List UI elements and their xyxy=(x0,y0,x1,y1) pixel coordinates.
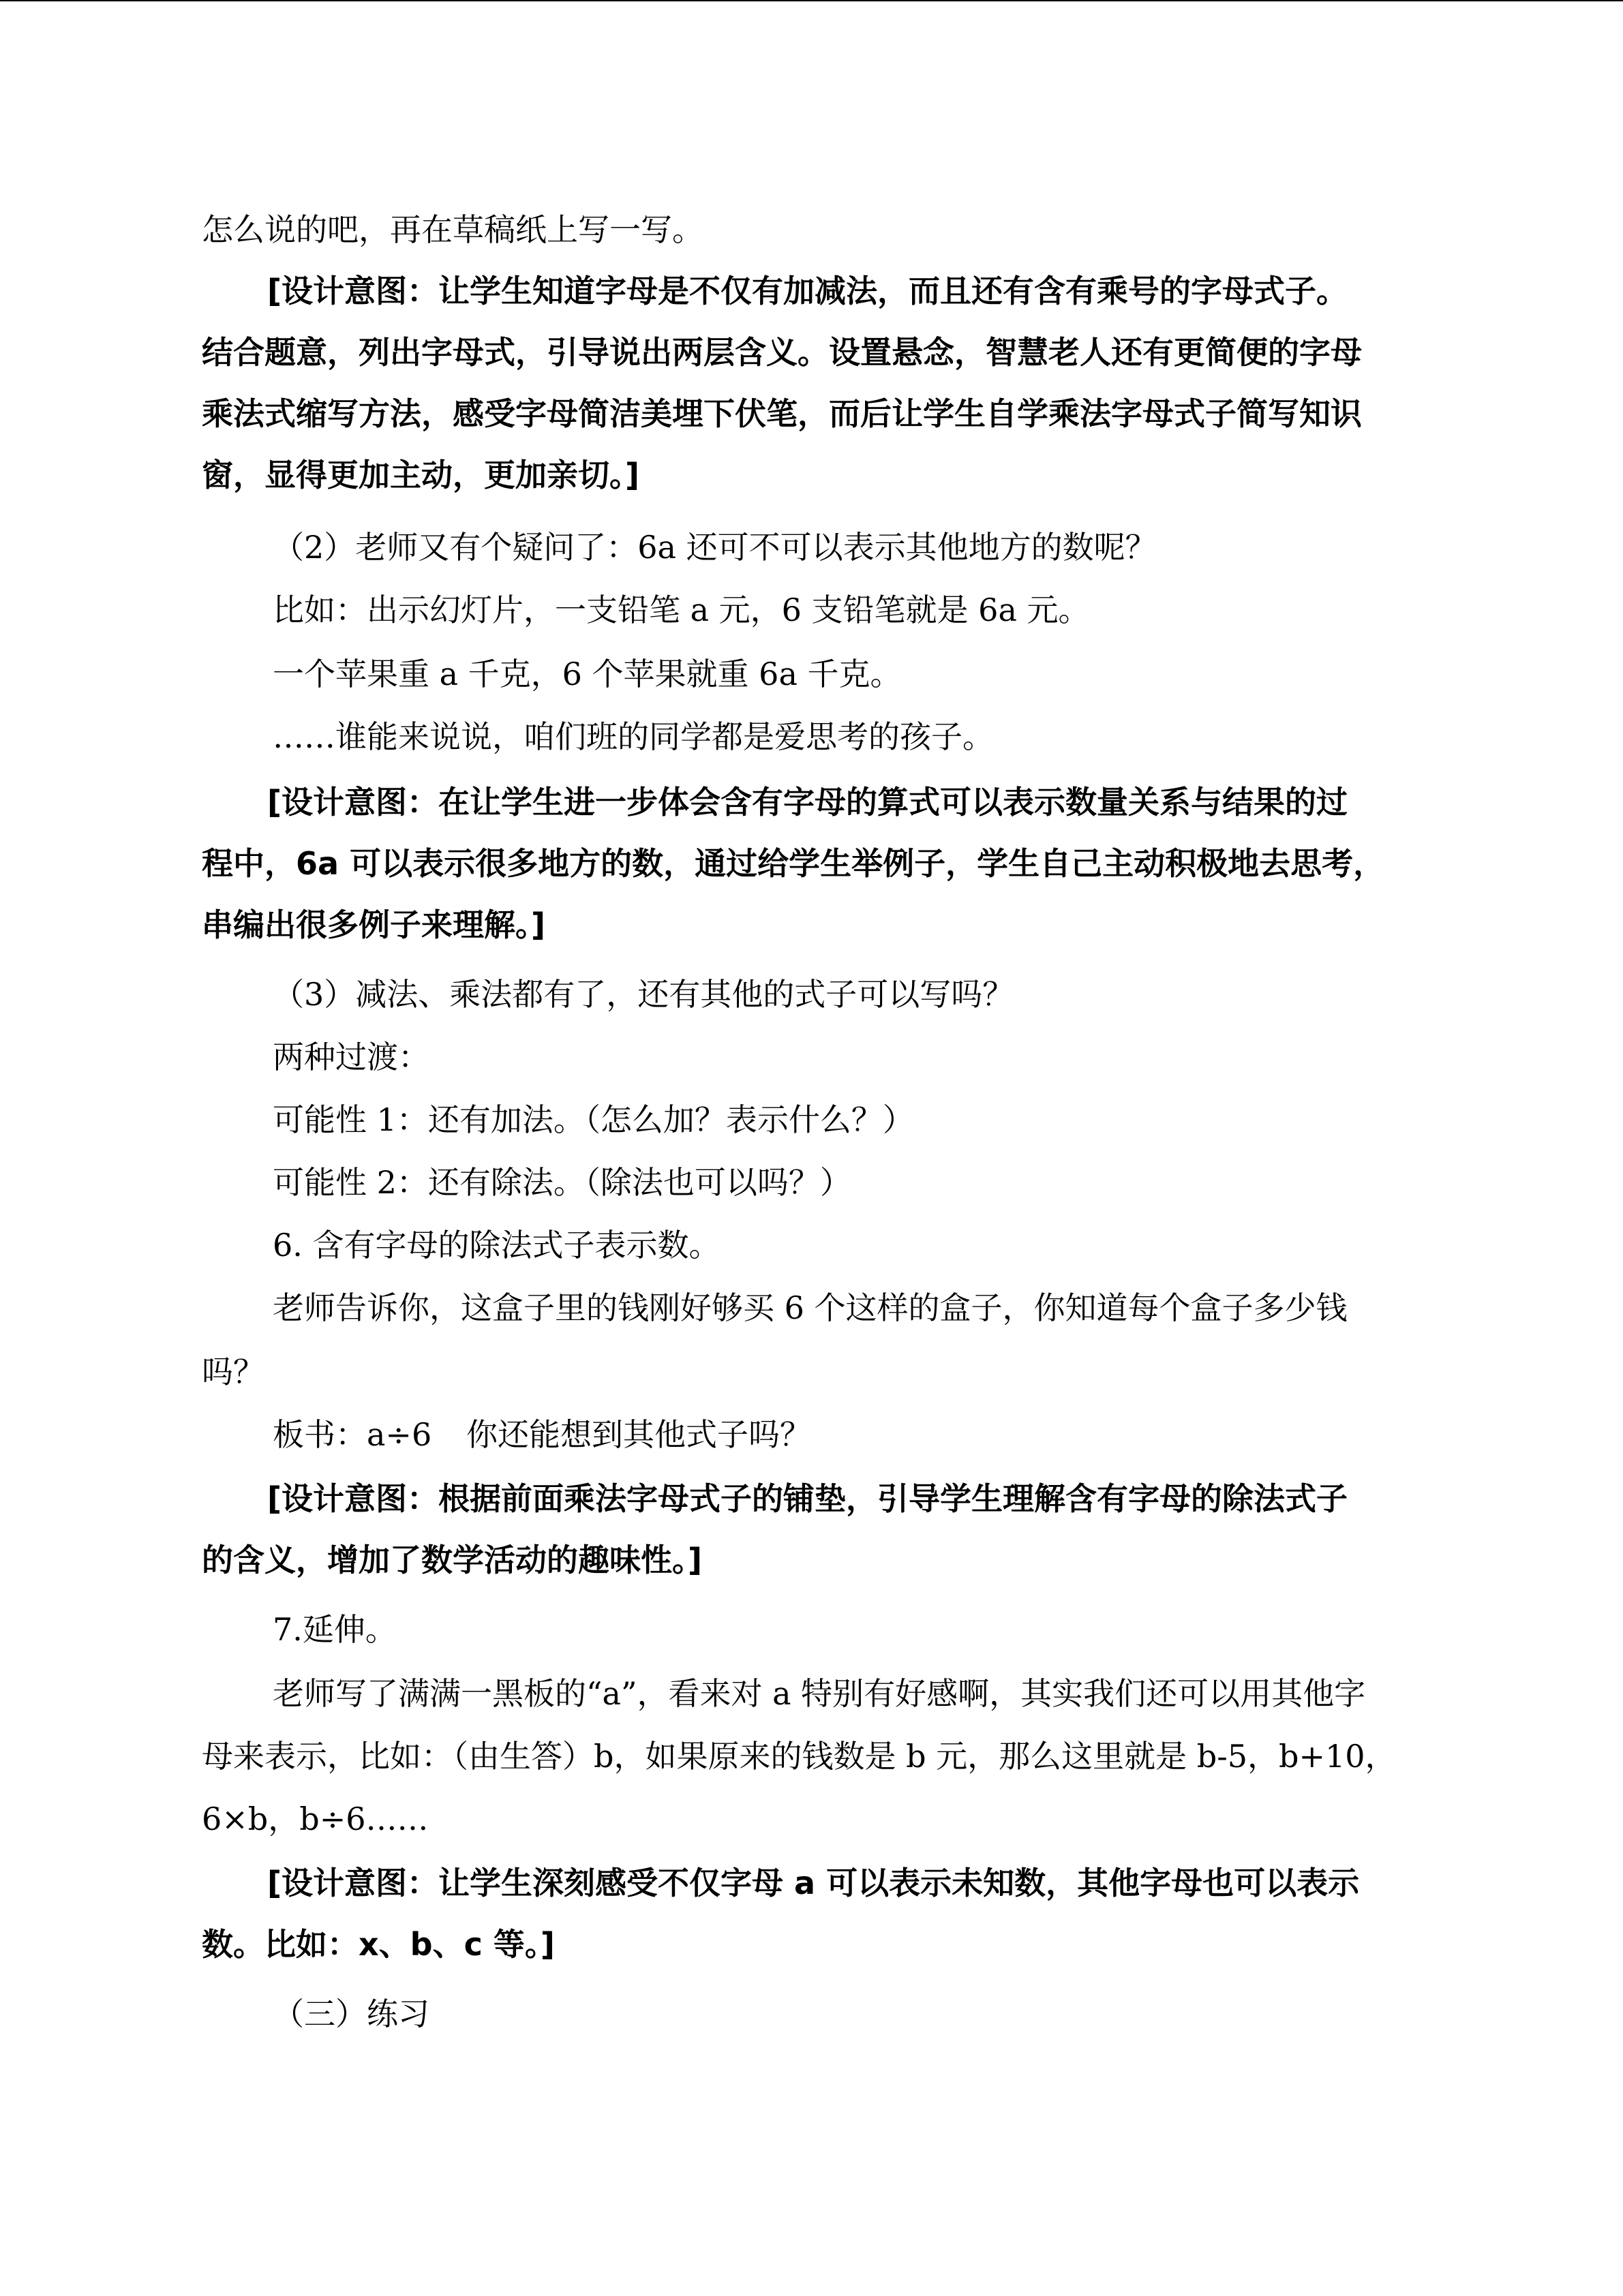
design-intent-line: 程中，6a 可以表示很多地方的数，通过给学生举例子，学生自己主动积极地去思考， xyxy=(202,845,1385,882)
text-line: 母来表示，比如：（由生答）b，如果原来的钱数是 b 元，那么这里就是 b-5，b+10， xyxy=(202,1738,1397,1775)
section-heading: 7.延伸。 xyxy=(273,1611,397,1648)
text-line: 比如：出示幻灯片，一支铅笔 a 元，6 支铅笔就是 6a 元。 xyxy=(273,592,1090,628)
text-line: ……谁能来说说，咱们班的同学都是爱思考的孩子。 xyxy=(273,718,994,755)
design-intent-line: 乘法式缩写方法，感受字母简洁美埋下伏笔，而后让学生自学乘法字母式子简写知识 xyxy=(202,395,1362,432)
text-line: 吗？ xyxy=(202,1353,264,1390)
board-writing: 板书：a÷6 xyxy=(273,1416,432,1453)
design-intent-line: 的含义，增加了数学活动的趣味性。] xyxy=(202,1542,703,1578)
design-intent-line: 结合题意，列出字母式，引导说出两层含义。设置悬念，智慧老人还有更简便的字母 xyxy=(202,334,1362,371)
text-line: 怎么说的吧，再在草稿纸上写一写。 xyxy=(202,211,703,248)
text-line: 老师告诉你，这盒子里的钱刚好够买 6 个这样的盒子，你知道每个盒子多少钱 xyxy=(273,1289,1348,1326)
text-line: 可能性 2：还有除法。（除法也可以吗？） xyxy=(273,1164,851,1201)
design-intent-line: 串编出很多例子来理解。] xyxy=(202,906,546,943)
text-line: （3）减法、乘法都有了，还有其他的式子可以写吗？ xyxy=(273,976,1014,1013)
text-line: （2）老师又有个疑问了：6a 还可不可以表示其他地方的数呢？ xyxy=(273,529,1157,566)
design-intent-line: 窗，显得更加主动，更加亲切。] xyxy=(202,457,640,493)
design-intent-line: [设计意图：让学生知道字母是不仅有加减法，而且还有含有乘号的字母式子。 xyxy=(267,273,1348,309)
text-line: 一个苹果重 a 千克，6 个苹果就重 6a 千克。 xyxy=(273,656,902,692)
text-line: 你还能想到其他式子吗？ xyxy=(466,1416,811,1453)
text-line: 可能性 1：还有加法。（怎么加？表示什么？） xyxy=(273,1101,914,1138)
text-line: 6×b，b÷6…… xyxy=(202,1801,429,1837)
section-heading: 6. 含有字母的除法式子表示数。 xyxy=(273,1227,721,1264)
text-line: 两种过渡： xyxy=(273,1039,429,1075)
section-heading: （三）练习 xyxy=(273,1995,429,2032)
text-line: 老师写了满满一黑板的“a”，看来对 a 特别有好感啊，其实我们还可以用其他字 xyxy=(273,1675,1366,1712)
design-intent-line: [设计意图：在让学生进一步体会含有字母的算式可以表示数量关系与结果的过 xyxy=(267,784,1348,821)
design-intent-line: [设计意图：根据前面乘法字母式子的铺垫，引导学生理解含有字母的除法式子 xyxy=(267,1480,1348,1517)
design-intent-line: 数。比如：x、b、c 等。] xyxy=(202,1926,555,1963)
design-intent-line: [设计意图：让学生深刻感受不仅字母 a 可以表示未知数，其他字母也可以表示 xyxy=(267,1865,1360,1901)
